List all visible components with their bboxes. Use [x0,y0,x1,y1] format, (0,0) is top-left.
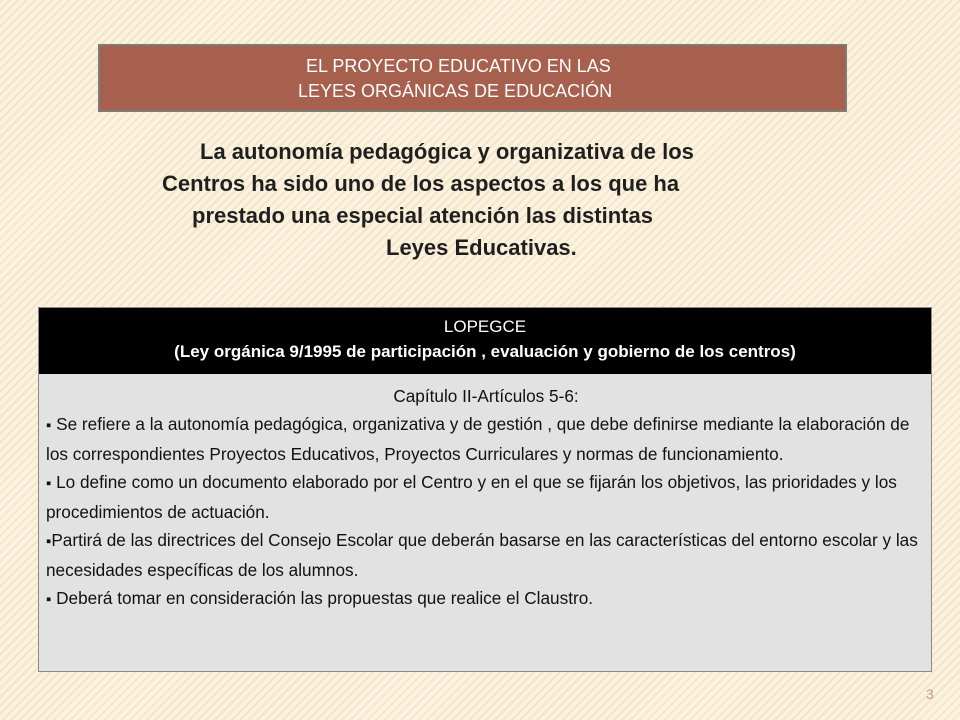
intro-line-2: Centros ha sido uno de los aspectos a los que ha [162,171,680,196]
bullet-text: Deberá tomar en consideración las propuestas que realice el Claustro. [56,588,594,608]
law-table-body [39,374,931,614]
law-full-title: (Ley orgánica 9/1995 de participación , evaluación y gobierno de los centros) [174,342,796,361]
square-bullet-icon: ▪ [46,591,52,608]
bullet-item [46,468,926,526]
square-bullet-icon: ▪ [46,533,52,550]
intro-line-4: Leyes Educativas. [386,235,577,260]
bullet-text: Partirá de las directrices del Consejo Escolar que deberán basarse en las características del entorno escolar y las necesidades específicas de los alumnos. [46,530,918,580]
bullet-text: Lo define como un documento elaborado por el Centro y en el que se fijarán los objetivos, las prioridades y los procedimientos de actuación. [46,472,897,522]
square-bullet-icon: ▪ [46,475,52,492]
bullet-item [46,584,926,614]
slide-title-line-1: EL PROYECTO EDUCATIVO EN LAS [306,56,611,76]
chapter-caption: Capítulo II-Artículos 5-6: [393,386,579,406]
page-number: 3 [926,686,934,702]
law-table [38,307,932,672]
bullet-item [46,410,926,468]
intro-paragraph [150,136,820,264]
bullet-item [46,526,926,584]
intro-line-3: prestado una especial atención las distintas [192,203,653,228]
slide-title-line-2: LEYES ORGÁNICAS DE EDUCACIÓN [298,81,613,101]
intro-line-1: La autonomía pedagógica y organizativa de los [200,139,694,164]
law-table-header [39,308,931,374]
square-bullet-icon: ▪ [46,417,52,434]
law-name: LOPEGCE [443,317,527,336]
slide-title-box [98,44,847,112]
bullet-text: Se refiere a la autonomía pedagógica, organizativa y de gestión , que debe definirse mediante la elaboración de los correspondientes Proyectos Educativos, Proyectos Curriculares y normas de funcionamiento. [46,414,910,464]
